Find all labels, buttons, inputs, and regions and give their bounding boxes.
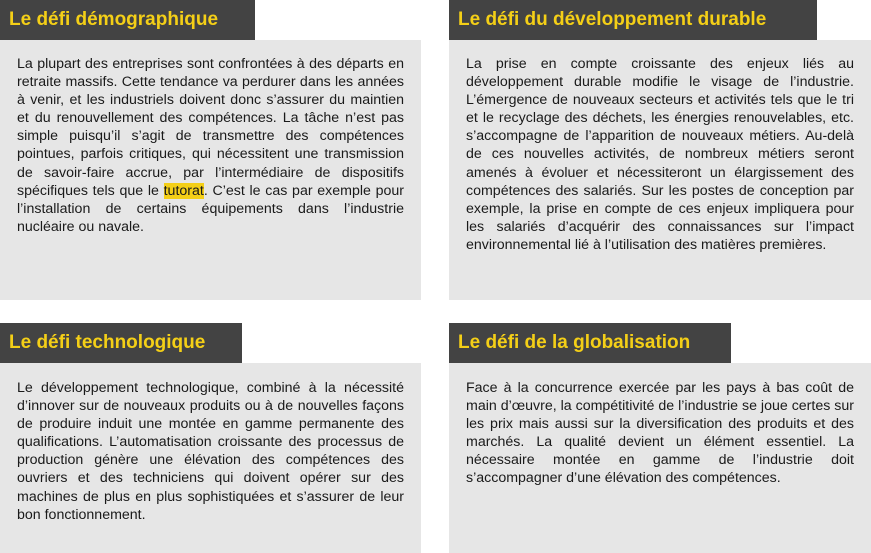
highlighted-term: tutorat	[163, 182, 204, 199]
section-sustainable-development-challenge	[449, 0, 871, 300]
section-title: Le défi de la globalisation	[449, 323, 731, 363]
section-globalisation-challenge	[449, 323, 871, 553]
section-title: Le défi technologique	[0, 323, 242, 363]
section-body	[0, 363, 421, 553]
section-demographic-challenge	[0, 0, 421, 300]
section-text: Face à la concurrence exercée par les pays à bas coût de main d’œuvre, la compétitivité de l’industrie se joue certes sur les prix mais aussi sur la diversification des produits et des marchés. La qualité devient un élément essentiel. La nécessaire montée en gamme de l’industrie doit s’accompagner d’une élévation des compétences.	[466, 380, 854, 487]
section-technological-challenge	[0, 323, 421, 553]
section-body	[0, 40, 421, 300]
section-body	[449, 363, 871, 553]
section-body	[449, 40, 871, 300]
section-text: La prise en compte croissante des enjeux liés au développement durable modifie le visage de l’industrie. L’émergence de nouveaux secteurs et activités tels que le tri et le recyclage des déchets, les énergies renouvelables, etc. s’accompagne de l’apparition de nouveaux métiers. Au-delà de ces nouvelles activités, de nombreux métiers seront amenés à évoluer et nécessiteront un élargissement des compétences des salariés. Sur les postes de conception par exemple, la prise en compte de ces enjeux impliquera pour les salariés d’acquérir des connaissances sur l’impact environnemental lié à l’utilisation des matières premières.	[466, 56, 854, 253]
section-title: Le défi du développement durable	[449, 0, 817, 40]
section-text: Le développement technologique, combiné à la nécessité d’innover sur de nouveaux produits ou à de nouvelles façons de produire induit une montée en gamme permanente des qualifications. L’automatisation croissante des processus de production génère une élévation des compétences des ouvriers et des techniciens qui doivent opérer sur des machines de plus en plus sophistiquées et s’assurer de leur bon fonctionnement.	[17, 380, 404, 523]
section-title: Le défi démographique	[0, 0, 255, 40]
section-text: La plupart des entreprises sont confrontées à des départs en retraite massifs. Cette tendance va perdurer dans les années à venir, et les industriels doivent donc s’assurer du maintien et du renouvellement des compétences. La tâche n’est pas simple puisqu’il s’agit de transmettre des compétences pointues, parfois critiques, qui nécessitent une transmission de savoir-faire accrue, par l’intermédiaire de dispositifs spécifiques tels que le tutorat. C’est le cas par exemple pour l’installation de certains équipements dans l’industrie nucléaire ou navale.	[17, 56, 404, 235]
